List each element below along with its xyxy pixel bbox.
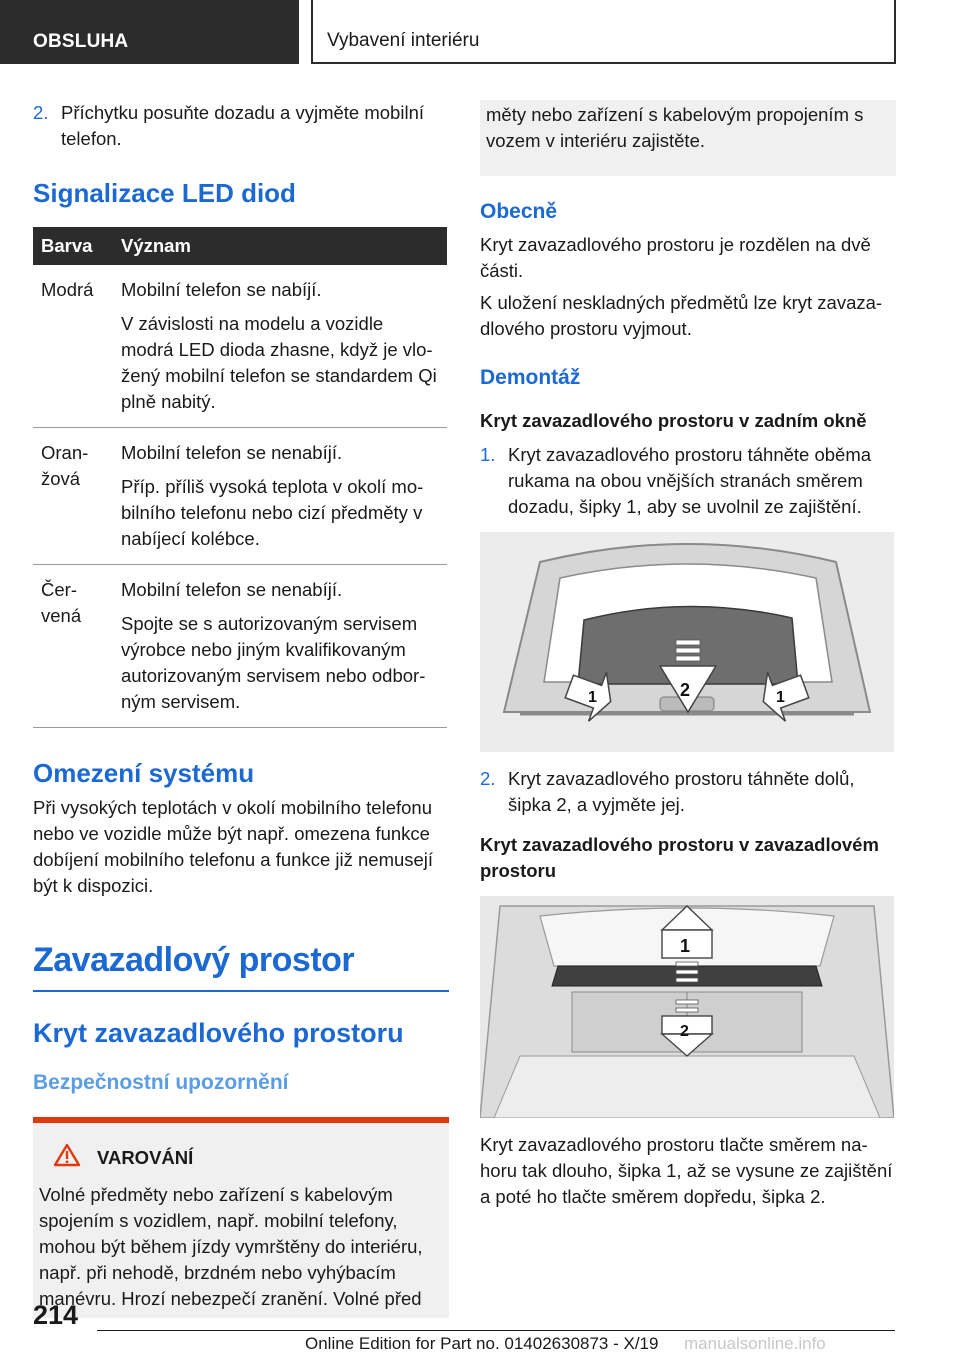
step-number: 1. [480, 444, 496, 465]
step-number: 2. [33, 102, 49, 123]
cell-line: V závislosti na modelu a vozidle modrá LED dioda zhasne, když je vložený mobilní telefon se standardem Qi plně nabitý. [121, 313, 437, 412]
limits-text: Při vysokých teplotách v okolí mobilního telefonu nebo ve vozidle může být např. omezena funkce dobíjení mobilního telefonu a funkce již nemusejí být k dispozici. [33, 797, 434, 896]
table-header-row [33, 227, 447, 265]
list-item [33, 100, 449, 152]
list-item [480, 766, 896, 818]
trunk-heading: Kryt zavazadlového prostoru v zavazadlovém prostoru [480, 834, 879, 881]
header-chapter-label: Vybavení interiéru [311, 0, 896, 64]
table-row [33, 265, 447, 428]
step-list-removal-2 [480, 766, 896, 818]
page-number: 214 [33, 1300, 79, 1330]
figure-label: 1 [680, 936, 691, 956]
figure-label: 2 [680, 1023, 689, 1040]
warning-triangle-icon [53, 1143, 81, 1172]
warning-box [33, 1117, 449, 1318]
cell-line: Mobilní telefon se nenabíjí. [121, 579, 343, 600]
removal-heading: Demontáž [480, 366, 581, 389]
warning-title-row [39, 1143, 443, 1172]
table-cell-meaning [113, 428, 447, 565]
general-heading: Obecně [480, 200, 558, 223]
rear-window-heading: Kryt zavazadlového prostoru v zadním okně [480, 410, 867, 431]
table-header-color: Barva [33, 227, 113, 265]
figure-label: 1 [588, 689, 597, 706]
cell-line: Příp. příliš vysoká teplota v okolí mobilního telefonu nebo cizí předměty v nabíjecí kolébce. [121, 476, 424, 549]
general-text-2: K uložení neskladných předmětů lze kryt zavazadlového prostoru vyjmout. [480, 292, 883, 339]
table-row [33, 565, 447, 728]
led-table [33, 227, 447, 728]
trunk-text: Kryt zavazadlového prostoru tlačte směrem nahoru tak dlouho, šipka 1, až se vysune ze zajištění a poté ho tlačte směrem dopředu, šipka 2. [480, 1134, 893, 1207]
step-text: Kryt zavazadlového prostoru táhněte oběma rukama na obou vnějších stranách směrem dozadu, šipky 1, aby se uvolnil ze zajištění. [508, 444, 872, 517]
footer-divider [97, 1330, 895, 1331]
led-heading: Signalizace LED diod [33, 178, 296, 208]
table-header-meaning: Význam [113, 227, 447, 265]
table-row [33, 428, 447, 565]
safety-heading: Bezpečnostní upozornění [33, 1071, 289, 1094]
limits-heading: Omezení systému [33, 758, 255, 788]
step-list-top [33, 100, 449, 152]
cell-line: Mobilní telefon se nabíjí. [121, 279, 322, 300]
warning-continued-text: měty nebo zařízení s kabelovým propojením s vozem v interiéru zajistěte. [486, 104, 864, 151]
warning-text: Volné předměty nebo zařízení s kabelovým spojením s vozidlem, např. mobilní telefony, mohou být během jízdy vymrštěny do interiéru, např. při nehodě, brzdném nebo vyhýbacím manévru. Hrozí nebezpečí zranění. Volné před [39, 1184, 423, 1309]
warning-box-continued [480, 100, 896, 176]
step-text: Kryt zavazadlového prostoru táhněte dolů, šipka 2, a vyjměte jej. [508, 768, 855, 815]
right-column [480, 100, 896, 1216]
list-item [480, 442, 896, 520]
left-column [33, 100, 449, 1318]
header-section-label: OBSLUHA [0, 0, 299, 64]
step-list-removal [480, 442, 896, 520]
step-text: Příchytku posuňte dozadu a vyjměte mobilní telefon. [61, 102, 424, 149]
figure-trunk-cover [480, 896, 894, 1118]
table-cell-color: Modrá [33, 265, 113, 428]
table-cell-meaning [113, 565, 447, 728]
table-cell-color: Červená [33, 565, 113, 728]
footer-edition: Online Edition for Part no. 01402630873 - X/19 [305, 1334, 659, 1353]
chapter-title: Zavazadlový prostor [33, 941, 449, 992]
figure-rear-window-cover [480, 532, 894, 752]
cell-line: Spojte se s autorizovaným servisem výrobce nebo jiným kvalifikovaným autorizovaným servisem nebo odborným servisem. [121, 613, 426, 712]
table-cell-meaning [113, 265, 447, 428]
figure-label: 1 [776, 689, 785, 706]
step-number: 2. [480, 768, 496, 789]
figure-label: 2 [680, 680, 691, 700]
warning-title: VAROVÁNÍ [97, 1146, 194, 1168]
table-cell-color: Oranžová [33, 428, 113, 565]
cell-line: Mobilní telefon se nenabíjí. [121, 442, 343, 463]
general-text-1: Kryt zavazadlového prostoru je rozdělen na dvě části. [480, 234, 871, 281]
footer-watermark: manualsonline.info [684, 1334, 826, 1353]
cover-heading: Kryt zavazadlového prostoru [33, 1018, 404, 1048]
